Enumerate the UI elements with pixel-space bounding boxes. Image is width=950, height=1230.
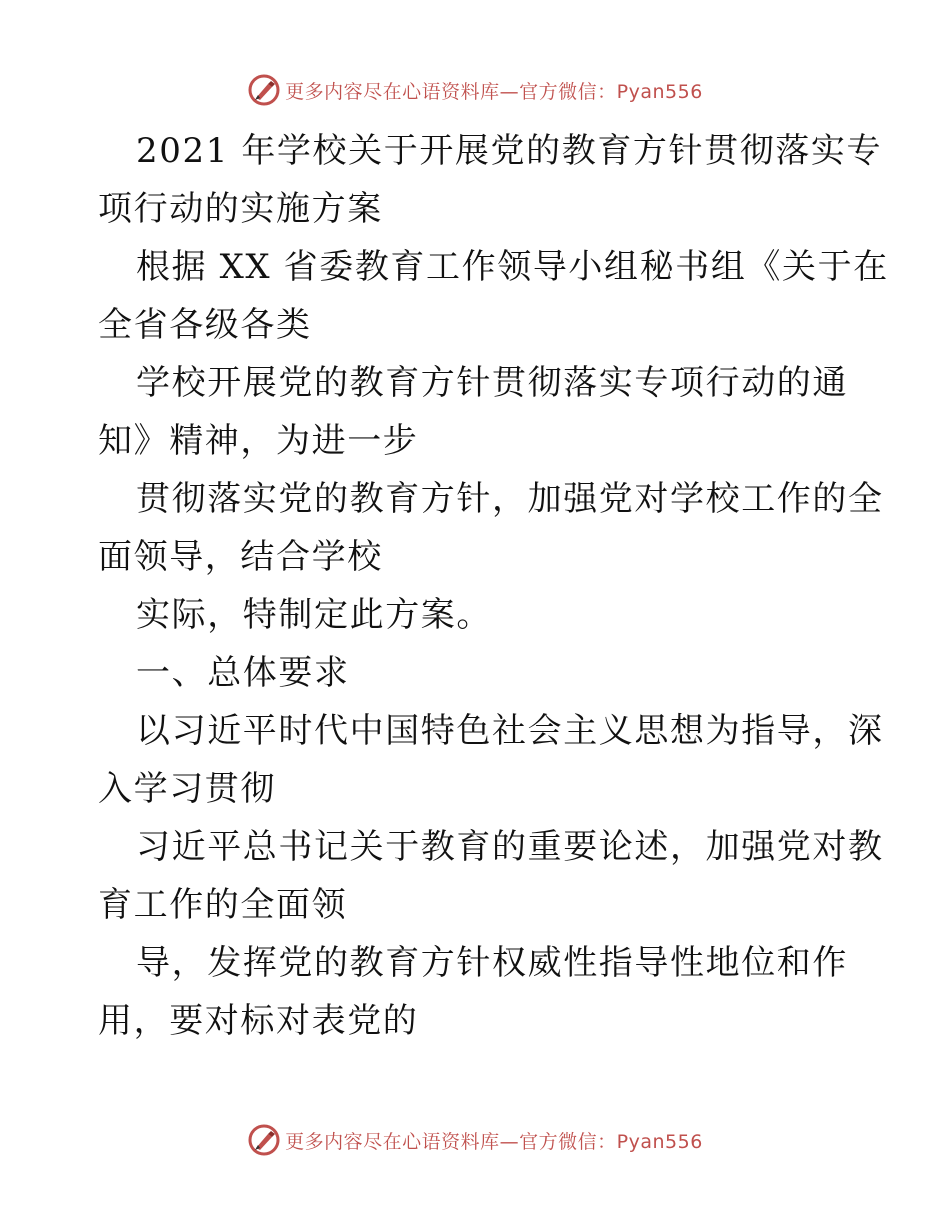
text-line: 一、总体要求 [136,653,350,693]
text-line: 2021 年学校关于开展党的教育方针贯彻落实专 [136,131,883,171]
text-line: 实际，特制定此方案。 [136,595,492,635]
header-watermark [0,70,950,110]
footer-watermark [0,1120,950,1160]
text-line: 根据 XX 省委教育工作领导小组秘书组《关于在 [136,247,889,287]
text-line: 项行动的实施方案 [98,189,383,229]
pen-circle-logo-icon [247,1123,281,1157]
text-line: 以习近平时代中国特色社会主义思想为指导，深 [136,711,884,751]
text-line: 知》精神，为进一步 [98,421,419,461]
watermark-text: 更多内容尽在心语资料库—官方微信：Pyan556 [285,80,703,103]
text-line: 育工作的全面领 [98,885,348,925]
text-line: 面领导，结合学校 [98,537,383,577]
text-line: 习近平总书记关于教育的重要论述，加强党对教 [136,827,884,867]
text-line: 导，发挥党的教育方针权威性指导性地位和作 [136,943,848,983]
pen-circle-logo-icon [247,73,281,107]
text-line: 学校开展党的教育方针贯彻落实专项行动的通 [136,363,848,403]
text-line: 入学习贯彻 [98,769,276,809]
text-line: 用，要对标对表党的 [98,1001,419,1041]
text-line: 贯彻落实党的教育方针，加强党对学校工作的全 [136,479,884,519]
text-line: 全省各级各类 [98,305,312,345]
document-body [98,122,889,1050]
watermark-text: 更多内容尽在心语资料库—官方微信：Pyan556 [285,1130,703,1153]
